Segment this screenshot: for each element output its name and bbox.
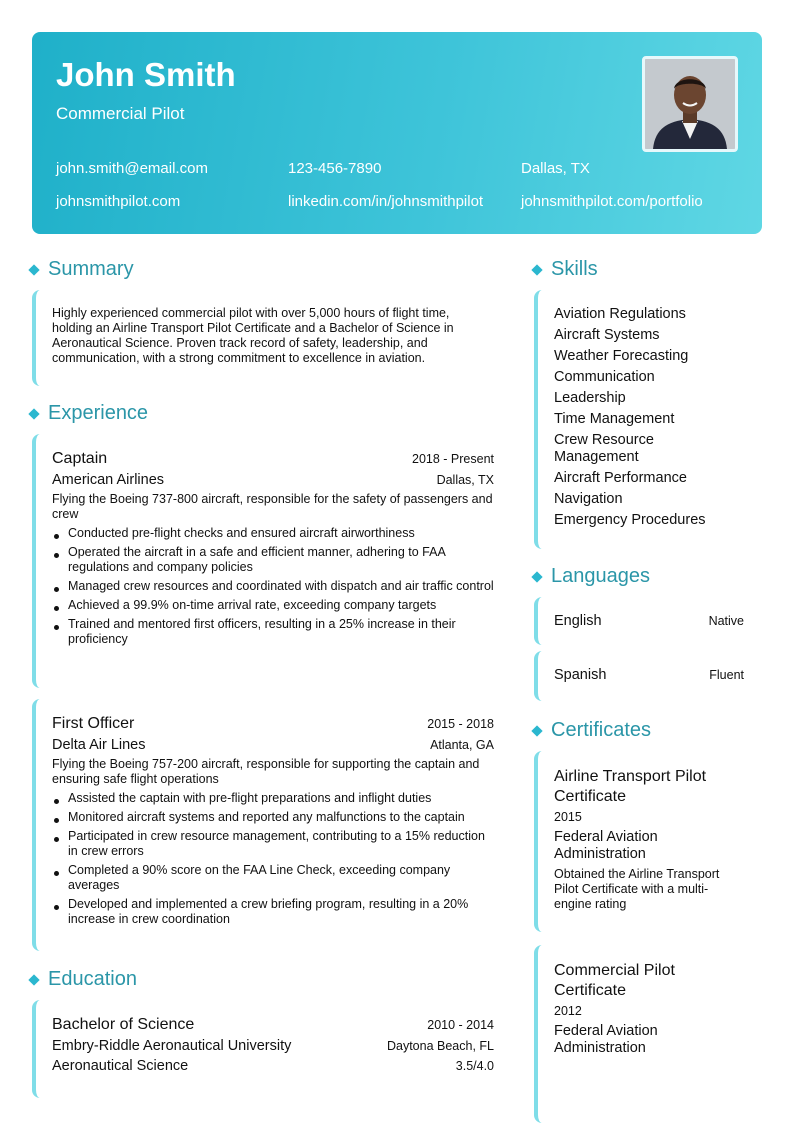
list-item: Developed and implemented a crew briefing program, resulting in a 20% increase in crew coordination [52, 897, 494, 927]
degree-name: Bachelor of Science [52, 1016, 195, 1033]
language-name: Spanish [554, 667, 607, 683]
school-name: Embry-Riddle Aeronautical University [52, 1038, 292, 1054]
diamond-bullet-icon [28, 264, 39, 275]
job-description: Flying the Boeing 737-800 aircraft, responsible for the safety of passengers and crew [52, 492, 493, 521]
certificates-heading: Certificates [531, 719, 651, 742]
list-item: Managed crew resources and coordinated with dispatch and air traffic control [52, 579, 494, 594]
company-name: Delta Air Lines [52, 737, 146, 753]
diamond-bullet-icon [531, 264, 542, 275]
list-item: Achieved a 99.9% on-time arrival rate, exceeding company targets [52, 598, 494, 613]
field-of-study: Aeronautical Science [52, 1058, 189, 1074]
portrait-image [645, 59, 735, 149]
language-card-spanish [534, 651, 750, 701]
skills-card [534, 290, 750, 549]
skill-item: Aircraft Systems [554, 327, 660, 343]
job-title: First Officer [52, 715, 135, 732]
website-link[interactable]: johnsmithpilot.com [56, 193, 181, 210]
education-heading: Education [28, 968, 137, 991]
language-level: Fluent [709, 668, 744, 682]
job-achievements-list [52, 526, 494, 647]
profile-photo [642, 56, 738, 152]
language-level: Native [708, 614, 744, 628]
job-achievements-list [52, 791, 494, 927]
candidate-title: Commercial Pilot [56, 104, 185, 123]
list-item: Operated the aircraft in a safe and efficient manner, adhering to FAA regulations and company policies [52, 545, 494, 575]
diamond-bullet-icon [28, 408, 39, 419]
education-card [32, 1000, 498, 1098]
certificate-card-2 [534, 945, 750, 1123]
list-item: Monitored aircraft systems and reported any malfunctions to the captain [52, 810, 494, 825]
skill-item: Emergency Procedures [554, 512, 706, 528]
certificate-description: Obtained the Airline Transport Pilot Certificate with a multi-engine rating [554, 867, 720, 911]
location-text: Dallas, TX [521, 160, 590, 177]
list-item: Conducted pre-flight checks and ensured aircraft airworthiness [52, 526, 494, 541]
linkedin-link[interactable]: linkedin.com/in/johnsmithpilot [288, 193, 484, 210]
summary-card [32, 290, 498, 386]
skill-item: Aircraft Performance [554, 470, 687, 486]
portfolio-link[interactable]: johnsmithpilot.com/portfolio [521, 193, 703, 210]
skill-item: Leadership [554, 390, 626, 406]
education-dates: 2010 - 2014 [427, 1018, 494, 1032]
skill-item: Communication [554, 369, 655, 385]
experience-heading: Experience [28, 402, 148, 425]
job-location: Dallas, TX [436, 473, 494, 487]
candidate-name: John Smith [56, 56, 236, 93]
list-item: Completed a 90% score on the FAA Line Check, exceeding company averages [52, 863, 494, 893]
language-name: English [554, 613, 602, 629]
certificate-name: Airline Transport Pilot Certificate [554, 768, 707, 805]
job-dates: 2015 - 2018 [427, 717, 494, 731]
certificate-year: 2012 [554, 1004, 582, 1018]
skill-item: Aviation Regulations [554, 306, 686, 322]
summary-text: Highly experienced commercial pilot with over 5,000 hours of flight time, holding an Airline Transport Pilot Certificate and a Bachelor of Science in Aeronautical Science. Proven track record of safety, leadership, and communication, with a strong commitment to excellence in aviation. [52, 306, 454, 365]
diamond-bullet-icon [531, 725, 542, 736]
diamond-bullet-icon [28, 974, 39, 985]
experience-card-2 [32, 699, 498, 951]
language-card-english [534, 597, 750, 645]
company-name: American Airlines [52, 472, 165, 488]
phone-number[interactable]: 123-456-7890 [288, 160, 382, 177]
list-item: Participated in crew resource management, contributing to a 15% reduction in crew errors [52, 829, 494, 859]
certificate-issuer: Federal Aviation Administration [554, 1023, 658, 1056]
school-location: Daytona Beach, FL [386, 1039, 494, 1053]
skill-item: Weather Forecasting [554, 348, 689, 364]
summary-heading: Summary [28, 258, 134, 281]
certificate-year: 2015 [554, 810, 582, 824]
experience-card-1 [32, 434, 498, 688]
email-link[interactable]: john.smith@email.com [56, 160, 208, 177]
skill-item: Navigation [554, 491, 623, 507]
job-description: Flying the Boeing 757-200 aircraft, responsible for supporting the captain and ensuring safe flight operations [52, 757, 480, 786]
certificate-issuer: Federal Aviation Administration [554, 829, 658, 862]
certificate-card-1 [534, 751, 750, 932]
job-dates: 2018 - Present [412, 452, 494, 466]
gpa-value: 3.5/4.0 [455, 1059, 494, 1073]
languages-heading: Languages [531, 565, 650, 588]
skill-item: Crew Resource Management [554, 432, 654, 465]
skill-item: Time Management [554, 411, 675, 427]
certificate-name: Commercial Pilot Certificate [554, 962, 675, 999]
skills-heading: Skills [531, 258, 598, 281]
list-item: Trained and mentored first officers, resulting in a 25% increase in their proficiency [52, 617, 494, 647]
diamond-bullet-icon [531, 571, 542, 582]
list-item: Assisted the captain with pre-flight preparations and inflight duties [52, 791, 494, 806]
job-location: Atlanta, GA [430, 738, 494, 752]
job-title: Captain [52, 450, 108, 467]
resume-header [32, 32, 762, 234]
